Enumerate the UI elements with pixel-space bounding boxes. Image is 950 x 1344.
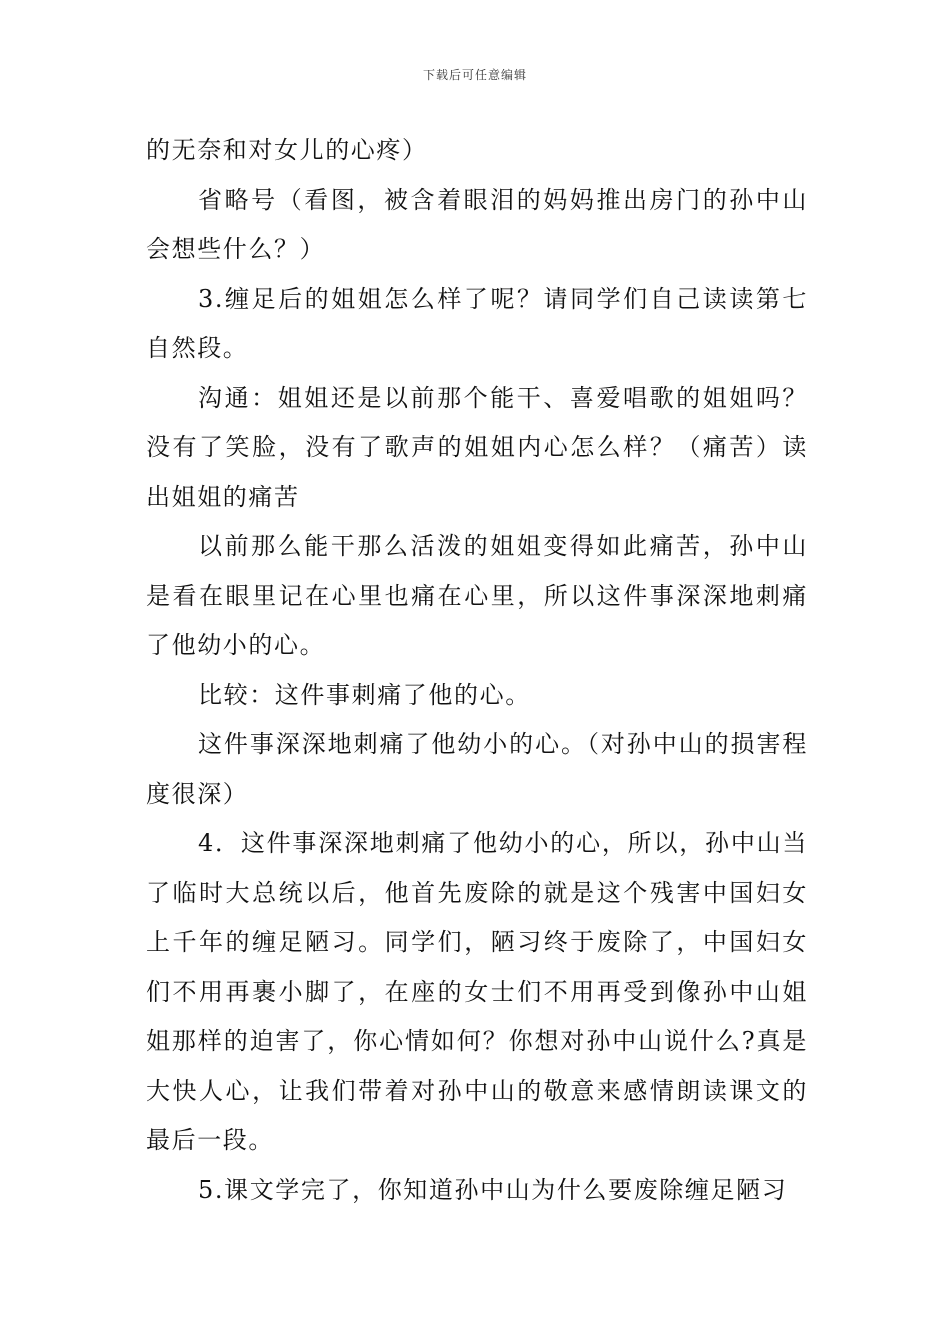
- page-header: 下载后可任意编辑: [422, 68, 527, 82]
- paragraph: 沟通：姐姐还是以前那个能干、喜爱唱歌的姐姐吗？没有了笑脸，没有了歌声的姐姐内心怎么样？（痛苦）读出姐姐的痛苦: [146, 383, 808, 511]
- paragraph: 省略号（看图，被含着眼泪的妈妈推出房门的孙中山会想些什么？）: [146, 185, 808, 263]
- paragraph: 比较：这件事刺痛了他的心。: [198, 680, 531, 709]
- paragraph: 的无奈和对女儿的心疼）: [146, 136, 428, 164]
- paragraph: 5.课文学完了，你知道孙中山为什么要废除缠足陋习: [198, 1175, 788, 1204]
- paragraph: 这件事深深地刺痛了他幼小的心。（对孙中山的损害程度很深）: [146, 730, 808, 808]
- paragraph: 3.缠足后的姐姐怎么样了呢？请同学们自己读读第七自然段。: [146, 284, 808, 362]
- paragraph: 4．这件事深深地刺痛了他幼小的心，所以，孙中山当了临时大总统以后，他首先废除的就是这个残害中国妇女上千年的缠足陋习。同学们，陋习终于废除了，中国妇女们不用再裹小脚了，在座的女士们不用再受到像孙中山姐姐那样的迫害了，你心情如何？你想对孙中山说什么?真是大快人心，让我们带着对孙中山的敬意来感情朗读课文的最后一段。: [146, 829, 808, 1154]
- document-body: [146, 126, 808, 1215]
- paragraph: 以前那么能干那么活泼的姐姐变得如此痛苦，孙中山是看在眼里记在心里也痛在心里，所以这件事深深地刺痛了他幼小的心。: [146, 532, 808, 659]
